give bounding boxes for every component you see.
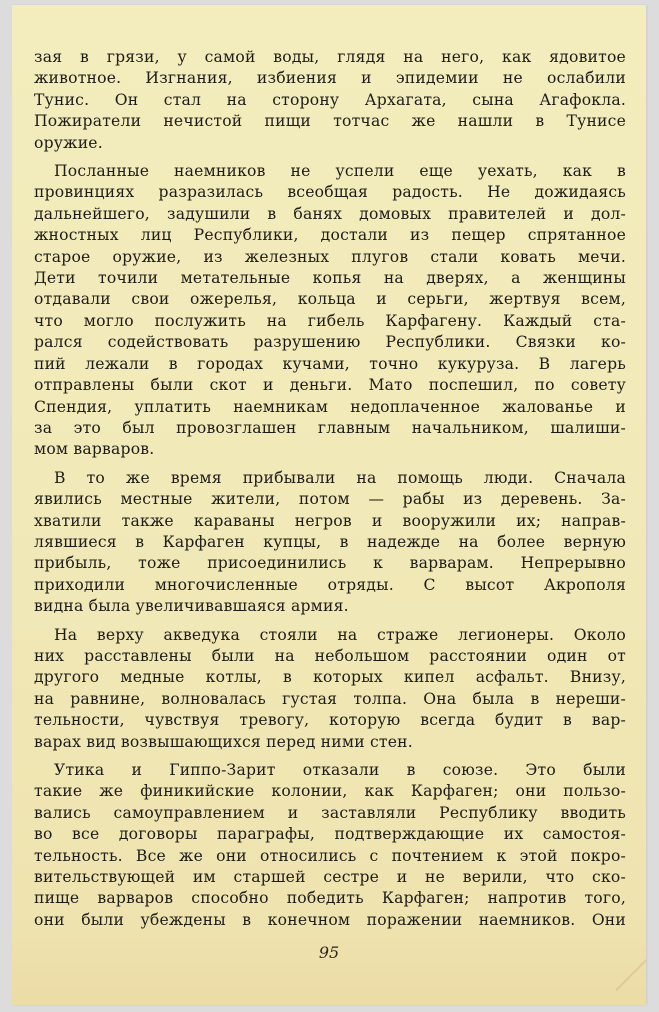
text-line: оружие. (34, 133, 103, 152)
text-line: зая в грязи, у самой воды, глядя на него, как ядовитое (34, 48, 626, 66)
text-line: жностных лиц Республики, достали из пещер спрятанное (34, 226, 626, 245)
text-line: В то же время прибывали на помощь люди. Сначала (54, 468, 626, 487)
page-body-text (34, 47, 626, 938)
text-line: Дети точили метательные копья на дверях, а женщины (34, 269, 626, 288)
text-line: отправлены были скот и деньги. Мато поспешил, по совету (34, 376, 626, 395)
text-line: дальнейшего, задушили в банях домовых правителей и дол- (34, 204, 626, 223)
book-page (12, 5, 646, 1005)
text-line: во все договоры параграфы, подтверждающие их самостоя- (34, 825, 626, 844)
text-line: мом варваров. (34, 440, 155, 459)
text-line: приходили многочисленные отряды. С высот Акрополя (34, 575, 626, 594)
text-line: за это был провозглашен главным начальником, шалиши- (34, 418, 626, 437)
text-line: на равнине, волновалась густая толпа. Она была в нереши- (34, 689, 626, 708)
text-line: Тунис. Он стал на сторону Архагата, сына Агафокла. (34, 90, 626, 109)
text-line: лявшиеся в Карфаген купцы, в надежде на более верную (34, 532, 626, 551)
paragraph (34, 760, 626, 931)
text-line: отдавали свои ожерелья, кольца и серьги, жертвуя всем, (34, 290, 626, 309)
text-line: вались самоуправлением и заставляли Республику вводить (34, 803, 626, 822)
text-line: Посланные наемников не успели еще уехать, как в (54, 162, 626, 181)
text-line: явились местные жители, потом — рабы из деревень. За- (34, 490, 626, 509)
text-line: них расставлены были на небольшом расстоянии один от (34, 646, 626, 665)
text-line: варах вид возвышающихся перед ними стен. (34, 732, 413, 751)
text-line: видна была увеличивавшаяся армия. (34, 597, 349, 616)
text-line: животное. Изгнания, избиения и эпидемии не ослабили (34, 69, 626, 88)
paragraph (34, 161, 626, 461)
text-line: Утика и Гиппо-Зарит отказали в союзе. Это были (54, 761, 626, 779)
text-line: пий лежали в городах кучами, точно кукуруза. В лагерь (34, 354, 626, 373)
text-line: такие же финикийские колонии, как Карфаген; они пользо- (34, 782, 626, 801)
text-line: На верху акведука стояли на страже легионеры. Около (54, 625, 626, 644)
text-line: хватили также караваны негров и вооружили их; направ- (34, 511, 626, 530)
text-line: тельность. Все же они относились с почтением к этой покро- (34, 846, 626, 865)
text-line: провинциях разразилась всеобщая радость. Не дожидаясь (34, 183, 626, 202)
text-line: Спендия, уплатить наемникам недоплаченное жалованье и (34, 397, 626, 416)
text-line: прибыль, тоже присоединились к варварам. Непрерывно (34, 554, 626, 573)
text-line: что могло послужить на гибель Карфагену. Каждый ста- (34, 311, 626, 330)
text-line: тельности, чувствуя тревогу, которую всегда будит в вар- (34, 711, 626, 730)
page-corner-fold (616, 945, 646, 1005)
text-line: старое оружие, из железных плугов стали ковать мечи. (34, 247, 626, 266)
text-line: Пожиратели нечистой пищи тотчас же нашли в Тунисе (34, 112, 626, 131)
text-line: рался содействовать разрушению Республики. Связки ко- (34, 333, 626, 352)
text-line: другого медные котлы, в которых кипел асфальт. Внизу, (34, 668, 626, 687)
paragraph (34, 47, 626, 154)
page-number: 95 (318, 943, 340, 962)
text-line: они были убеждены в конечном поражении наемников. Они (34, 910, 626, 929)
text-line: пище варваров способно победить Карфаген; напротив того, (34, 889, 626, 908)
text-line: вительствующей им старшей сестре и не верили, что ско- (34, 868, 626, 887)
paragraph (34, 468, 626, 618)
paragraph (34, 625, 626, 753)
